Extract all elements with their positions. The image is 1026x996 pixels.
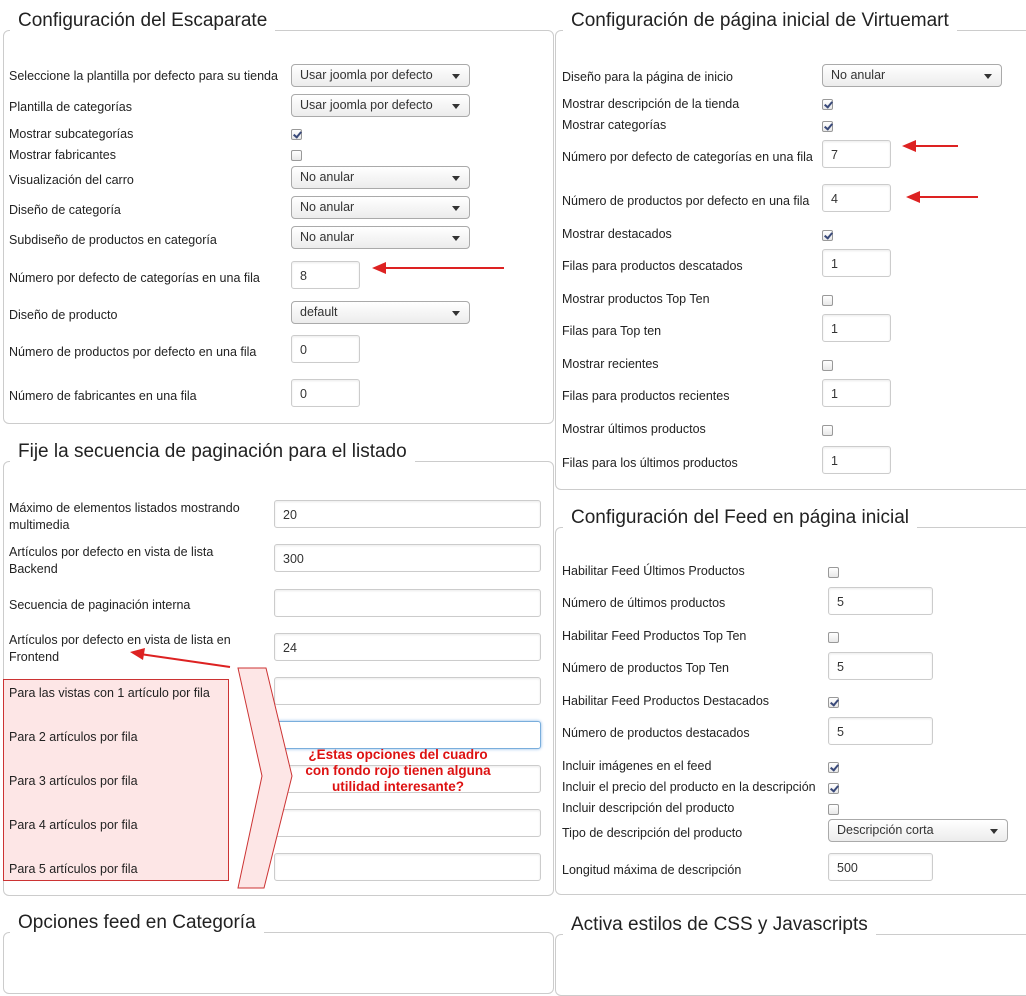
mostrar-descripcion-label: Mostrar descripción de la tienda — [562, 97, 740, 111]
arrow-inicio-categorias — [902, 140, 958, 152]
num-categorias-fila-input[interactable]: 8 — [291, 261, 360, 289]
subdiseno-productos-value: No anular — [300, 230, 355, 244]
num-categorias-fila-label: Número por defecto de categorías en una fila — [9, 271, 260, 285]
tipo-descripcion-value: Descripción corta — [837, 823, 934, 837]
arrow-frontend — [130, 648, 230, 667]
feed-destacados-label: Habilitar Feed Productos Destacados — [562, 694, 770, 708]
mostrar-subcategorias-label: Mostrar subcategorías — [9, 127, 134, 141]
num-destacados-input[interactable]: 5 — [828, 717, 933, 745]
num-fabricantes-fila-input[interactable]: 0 — [291, 379, 360, 407]
mostrar-topten-label: Mostrar productos Top Ten — [562, 292, 710, 306]
feed-categoria-title: Opciones feed en Categoría — [10, 912, 264, 934]
articulos-frontend-input[interactable]: 24 — [274, 633, 541, 661]
filas-recientes-input[interactable]: 1 — [822, 379, 891, 407]
vista-3-label: Para 3 artículos por fila — [9, 774, 138, 788]
articulos-frontend-label: Artículos por defecto en vista de lista en Frontend — [9, 633, 231, 664]
diseno-producto-label: Diseño de producto — [9, 308, 118, 322]
incluir-descripcion-label: Incluir descripción del producto — [562, 801, 735, 815]
filas-ultimos-label: Filas para los últimos productos — [562, 456, 738, 470]
diseno-categoria-label: Diseño de categoría — [9, 203, 121, 217]
vista-1-label: Para las vistas con 1 artículo por fila — [9, 686, 210, 700]
chevron-bracket — [238, 668, 292, 888]
tipo-descripcion-label: Tipo de descripción del producto — [562, 826, 743, 840]
filas-destacados-input[interactable]: 1 — [822, 249, 891, 277]
num-topten-input[interactable]: 5 — [828, 652, 933, 680]
plantilla-defecto-label: Seleccione la plantilla por defecto para su tienda — [9, 69, 278, 83]
diseno-inicio-label: Diseño para la página de inicio — [562, 70, 733, 84]
diseno-producto-value: default — [300, 305, 338, 319]
inicio-num-productos-input[interactable]: 4 — [822, 184, 891, 212]
escaparate-title: Configuración del Escaparate — [10, 10, 275, 32]
num-ultimos-input[interactable]: 5 — [828, 587, 933, 615]
num-productos-fila-input[interactable]: 0 — [291, 335, 360, 363]
filas-ultimos-input[interactable]: 1 — [822, 446, 891, 474]
num-ultimos-label: Número de últimos productos — [562, 596, 726, 610]
incluir-imagenes-label: Incluir imágenes en el feed — [562, 759, 712, 773]
subdiseno-productos-label: Subdiseño de productos en categoría — [9, 233, 217, 247]
longitud-maxima-input[interactable]: 500 — [828, 853, 933, 881]
mostrar-fabricantes-label: Mostrar fabricantes — [9, 148, 116, 162]
arrow-inicio-productos — [906, 191, 978, 203]
filas-destacados-label: Filas para productos descatados — [562, 259, 743, 273]
estilos-title: Activa estilos de CSS y Javascripts — [563, 914, 876, 936]
inicio-num-categorias-label: Número por defecto de categorías en una fila — [562, 150, 813, 164]
feed-ultimos-label: Habilitar Feed Últimos Productos — [562, 564, 745, 578]
inicio-num-productos-label: Número de productos por defecto en una fila — [562, 194, 810, 208]
mostrar-ultimos-label: Mostrar últimos productos — [562, 422, 706, 436]
visualizacion-carro-label: Visualización del carro — [9, 173, 134, 187]
mostrar-destacados-label: Mostrar destacados — [562, 227, 672, 241]
secuencia-interna-label: Secuencia de paginación interna — [9, 598, 191, 612]
inicio-num-categorias-input[interactable]: 7 — [822, 140, 891, 168]
annotation-note: ¿Estas opciones del cuadro con fondo rojo tienen alguna utilidad interesante? — [305, 747, 491, 794]
filas-recientes-label: Filas para productos recientes — [562, 389, 730, 403]
filas-topten-input[interactable]: 1 — [822, 314, 891, 342]
articulos-backend-input[interactable]: 300 — [274, 544, 541, 572]
incluir-precio-label: Incluir el precio del producto en la descripción — [562, 780, 816, 794]
feed-inicio-title: Configuración del Feed en página inicial — [563, 507, 917, 529]
visualizacion-carro-value: No anular — [300, 170, 355, 184]
max-multimedia-label: Máximo de elementos listados mostrando multimedia — [9, 501, 240, 532]
vista-4-label: Para 4 artículos por fila — [9, 818, 138, 832]
max-multimedia-input[interactable]: 20 — [274, 500, 541, 528]
vista-2-label: Para 2 artículos por fila — [9, 730, 138, 744]
diseno-categoria-value: No anular — [300, 200, 355, 214]
mostrar-recientes-label: Mostrar recientes — [562, 357, 659, 371]
arrow-escaparate-categorias — [372, 262, 504, 274]
filas-topten-label: Filas para Top ten — [562, 324, 662, 338]
num-fabricantes-fila-label: Número de fabricantes en una fila — [9, 389, 197, 403]
plantilla-categorias-value: Usar joomla por defecto — [300, 98, 433, 112]
longitud-maxima-label: Longitud máxima de descripción — [562, 863, 742, 877]
feed-topten-label: Habilitar Feed Productos Top Ten — [562, 629, 747, 643]
plantilla-categorias-label: Plantilla de categorías — [9, 100, 132, 114]
num-topten-label: Número de productos Top Ten — [562, 661, 730, 675]
plantilla-defecto-value: Usar joomla por defecto — [300, 68, 433, 82]
inicio-title: Configuración de página inicial de Virtuemart — [563, 10, 957, 32]
mostrar-categorias-label: Mostrar categorías — [562, 118, 667, 132]
diseno-inicio-value: No anular — [831, 68, 886, 82]
paginacion-title: Fije la secuencia de paginación para el listado — [10, 441, 415, 463]
num-destacados-label: Número de productos destacados — [562, 726, 750, 740]
vista-5-label: Para 5 artículos por fila — [9, 862, 138, 876]
num-productos-fila-label: Número de productos por defecto en una fila — [9, 345, 257, 359]
articulos-backend-label: Artículos por defecto en vista de lista Backend — [9, 545, 214, 576]
